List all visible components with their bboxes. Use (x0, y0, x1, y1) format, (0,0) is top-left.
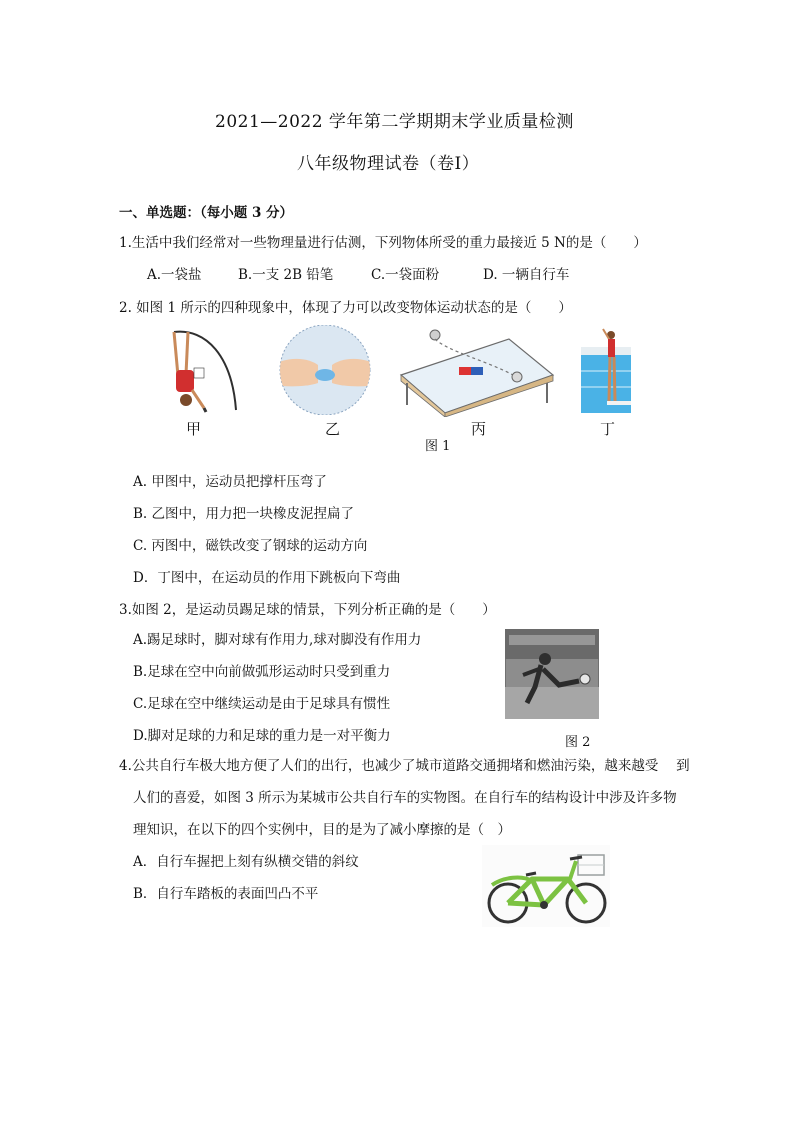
q3-option-a: A.踢足球时，脚对球有作用力,球对脚没有作用力 (133, 632, 422, 648)
image-label-bing: 丙 (471, 420, 487, 438)
image-label-yi: 乙 (325, 420, 341, 438)
q3-option-d: D.脚对足球的力和足球的重力是一对平衡力 (133, 728, 391, 744)
image-label-ding: 丁 (600, 420, 616, 438)
diving-board-image (581, 327, 631, 413)
q3-option-c: C.足球在空中继续运动是由于足球具有惯性 (133, 696, 391, 712)
image-label-jia: 甲 (186, 420, 202, 438)
figure-2-caption: 图 2 (565, 735, 591, 750)
q3-option-b: B.足球在空中向前做弧形运动时只受到重力 (133, 664, 391, 680)
q4-option-b: B．自行车踏板的表面凹凸不平 (133, 886, 319, 902)
q4-stem-line-1: 4.公共自行车极大地方便了人们的出行，也减少了城市道路交通拥堵和燃油污染，越来越受 到 (119, 758, 690, 774)
exam-subtitle: 八年级物理试卷（卷Ⅰ） (297, 154, 480, 174)
football-kick-image (505, 629, 599, 719)
figure-1-caption: 图 1 (425, 439, 451, 454)
q2-option-c: C. 丙图中，磁铁改变了钢球的运动方向 (133, 538, 368, 554)
q2-option-d: D．丁图中，在运动员的作用下跳板向下弯曲 (133, 570, 401, 586)
q1-option-d: D. 一辆自行车 (483, 267, 570, 283)
q3-stem: 3.如图 2，是运动员踢足球的情景，下列分析正确的是（ ） (119, 602, 496, 618)
q1-option-b: B.一支 2B 铅笔 (238, 267, 334, 283)
q4-stem-line-3: 理知识，在以下的四个实例中，目的是为了减小摩擦的是（ ） (133, 822, 511, 838)
q4-option-a: A．自行车握把上刻有纵横交错的斜纹 (133, 854, 359, 870)
exam-title: 2021—2022 学年第二学期期末学业质量检测 (215, 112, 574, 132)
public-bicycle-image (482, 845, 610, 927)
section-heading: 一、单选题：（每小题 3 分） (119, 205, 294, 221)
q1-option-c: C.一袋面粉 (371, 267, 440, 283)
magnet-ball-image (397, 327, 555, 417)
q2-option-b: B. 乙图中，用力把一块橡皮泥捏扁了 (133, 506, 355, 522)
q2-stem: 2. 如图 1 所示的四种现象中，体现了力可以改变物体运动状态的是（ ） (119, 300, 572, 316)
q1-option-a: A.一袋盐 (147, 267, 202, 283)
pole-vault-image (166, 326, 242, 414)
q1-stem: 1.生活中我们经常对一些物理量进行估测，下列物体所受的重力最接近 5 N的是（ ） (119, 235, 647, 251)
q2-option-a: A. 甲图中，运动员把撑杆压弯了 (133, 474, 327, 490)
clay-squeeze-image (272, 325, 378, 415)
q4-stem-line-2: 人们的喜爱，如图 3 所示为某城市公共自行车的实物图。在自行车的结构设计中涉及许多物 (133, 790, 677, 806)
